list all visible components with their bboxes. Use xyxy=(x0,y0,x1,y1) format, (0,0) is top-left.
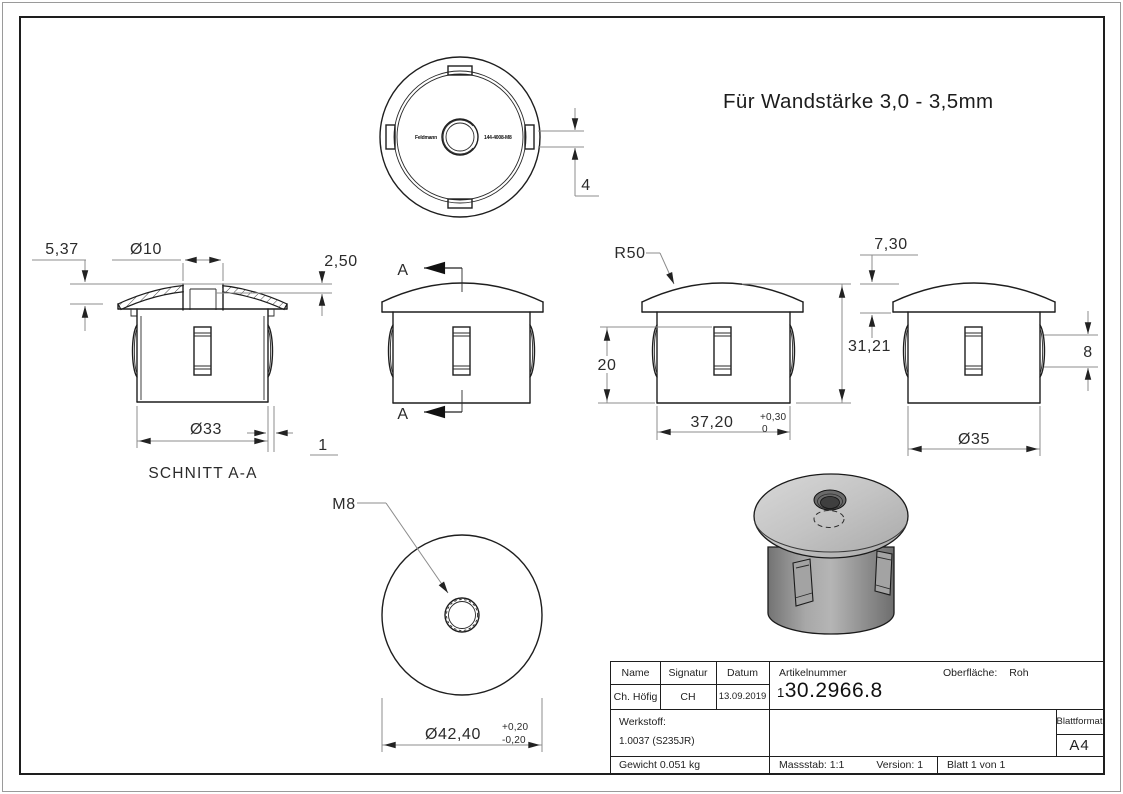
tb-artikelnummer-prefix: 1 xyxy=(777,685,785,700)
m8-label: M8 xyxy=(332,496,356,513)
top-view xyxy=(380,57,599,217)
iso-flange xyxy=(754,474,908,558)
iso-view xyxy=(754,474,908,634)
title-block xyxy=(610,661,1105,775)
dim-d4240-label: Ø42,40 xyxy=(424,726,482,743)
section-caption: SCHNITT A-A xyxy=(148,465,258,482)
iso-thread-hole xyxy=(814,490,846,510)
dim-depth-537 xyxy=(32,241,103,331)
dim-r50-label: R50 xyxy=(614,245,646,262)
dim-20-label: 20 xyxy=(597,357,617,374)
dim-250-label: 2,50 xyxy=(324,253,358,270)
tb-signatur: CH xyxy=(680,690,696,703)
tb-werkstoff-value: 1.0037 (S235JR) xyxy=(619,736,695,747)
tb-artikelnummer-label: Artikelnummer xyxy=(779,667,847,679)
dim-537-label: 5,37 xyxy=(45,241,79,258)
cut-label-bottom: A xyxy=(397,406,409,423)
cut-label-top: A xyxy=(397,262,409,279)
tb-massstab-version xyxy=(779,757,923,773)
front-view xyxy=(382,262,543,423)
tb-datum: 13.09.2019 xyxy=(718,691,767,702)
dim-tab-8 xyxy=(1044,311,1098,391)
section-cut-mark-bottom xyxy=(397,390,462,423)
dim-d35-label: Ø35 xyxy=(957,431,991,448)
section-view xyxy=(32,241,358,482)
tb-oberflaeche-value: Roh xyxy=(1009,667,1029,679)
cap-print-label-left: Feldmann xyxy=(414,135,437,141)
cap-print-label-right: 144-4008-M8 xyxy=(484,135,512,141)
dim-head-730 xyxy=(860,236,918,338)
tb-massstab: Massstab: 1:1 xyxy=(779,759,845,771)
dim-3720-tol-lower: 0 xyxy=(762,424,768,435)
dim-d4240-tol-upper: +0,20 xyxy=(502,722,529,733)
tb-werkstoff-label: Werkstoff: xyxy=(619,716,666,728)
wall-thickness-note: Für Wandstärke 3,0 - 3,5mm xyxy=(723,90,994,113)
tb-blattformat-value: A4 xyxy=(1069,736,1090,754)
dim-body-d33 xyxy=(137,406,268,452)
tb-gewicht: Gewicht 0.051 kg xyxy=(619,759,701,771)
dim-3720-label: 37,20 xyxy=(690,414,734,431)
dim-wall-1 xyxy=(247,406,338,455)
dim-d33-label: Ø33 xyxy=(189,421,223,438)
dim-3720-tol-upper: +0,30 xyxy=(760,412,787,423)
side-view-d35 xyxy=(860,236,1098,456)
tb-header-datum: Datum xyxy=(727,667,758,679)
dim-3121-label: 31,21 xyxy=(848,338,892,355)
tb-blattformat-label: Blattformat xyxy=(1056,716,1103,727)
tb-header-name: Name xyxy=(621,667,650,679)
dim-body-d35 xyxy=(908,406,1040,456)
dim-8-label: 8 xyxy=(1083,344,1093,361)
dim-flange-d4240 xyxy=(382,698,542,752)
dim-width-3720 xyxy=(657,406,790,440)
tb-version: Version: 1 xyxy=(876,759,924,771)
tb-artikelnummer-value xyxy=(777,679,883,703)
iso-tab-right xyxy=(875,551,892,595)
tb-blatt: Blatt 1 von 1 xyxy=(947,759,1006,771)
bottom-view xyxy=(332,496,542,752)
dim-height-3121 xyxy=(742,284,891,403)
tb-oberflaeche-label: Oberfläche: xyxy=(943,667,998,679)
top-view-tabs xyxy=(386,66,534,208)
tb-oberflaeche xyxy=(943,667,1029,679)
iso-tab-left xyxy=(793,559,813,606)
dim-radius-r50 xyxy=(614,245,674,284)
tb-header-signatur: Signatur xyxy=(668,667,708,679)
side-view-r50 xyxy=(594,245,891,440)
dim-4-label: 4 xyxy=(581,177,591,194)
dim-1-label: 1 xyxy=(318,437,328,454)
dim-d10-label: Ø10 xyxy=(129,241,163,258)
dim-d4240-tol-lower: -0,20 xyxy=(502,735,526,746)
section-cut-mark-top xyxy=(397,262,462,292)
tb-name: Ch. Höfig xyxy=(613,690,658,703)
dim-tab-height xyxy=(538,108,599,196)
tb-artikelnummer-main: 30.2966.8 xyxy=(784,679,883,702)
dim-730-label: 7,30 xyxy=(874,236,908,253)
dim-hole-d10 xyxy=(112,241,223,281)
